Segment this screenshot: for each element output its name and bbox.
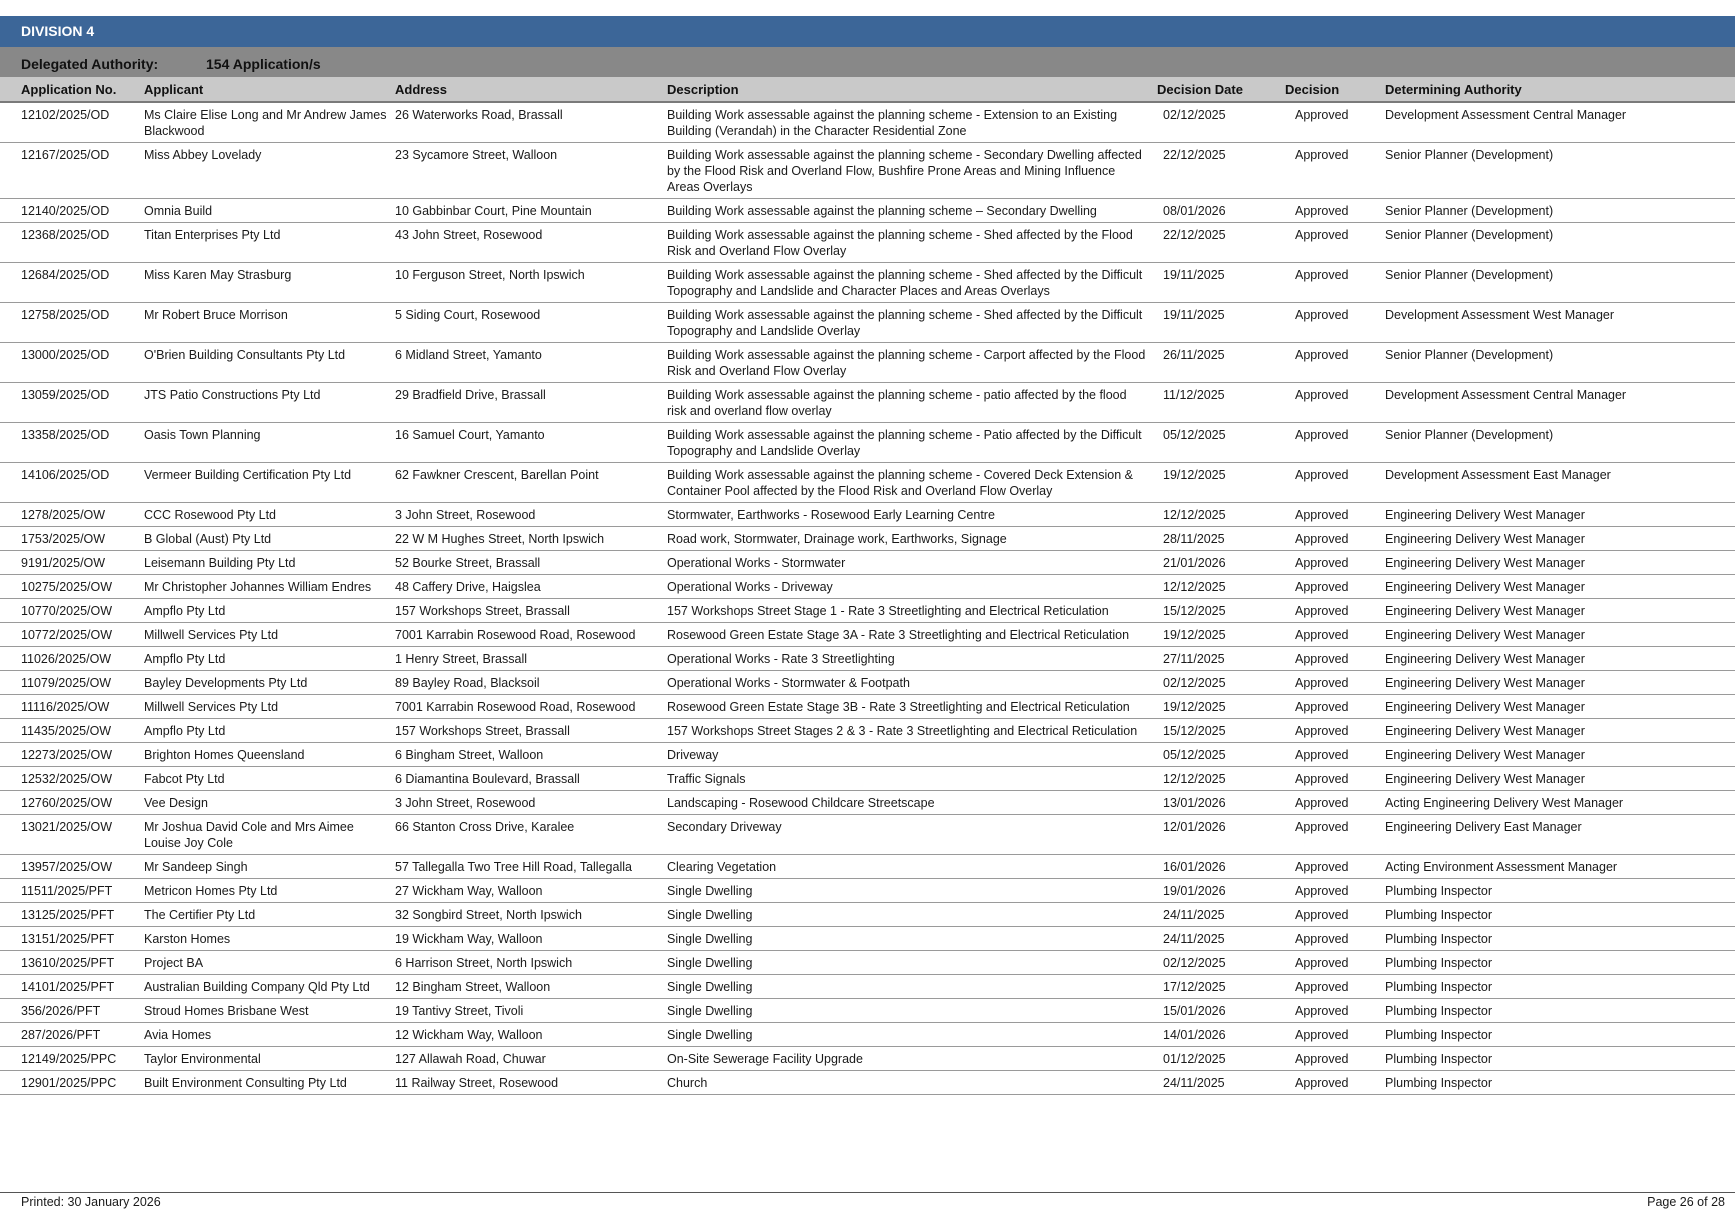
applicant-cell: CCC Rosewood Pty Ltd (140, 503, 391, 527)
column-header-applicant: Applicant (140, 77, 391, 102)
determining-authority-cell: Plumbing Inspector (1381, 879, 1735, 903)
address-cell: 10 Gabbinbar Court, Pine Mountain (391, 199, 663, 223)
table-row (0, 263, 1735, 303)
applicant-cell: Ampflo Pty Ltd (140, 599, 391, 623)
description-cell: Single Dwelling (663, 879, 1153, 903)
decision-date-cell: 02/12/2025 (1153, 671, 1281, 695)
determining-authority-cell: Plumbing Inspector (1381, 999, 1735, 1023)
table-row (0, 951, 1735, 975)
address-cell: 48 Caffery Drive, Haigslea (391, 575, 663, 599)
address-cell: 6 Bingham Street, Walloon (391, 743, 663, 767)
decision-date-cell: 08/01/2026 (1153, 199, 1281, 223)
decision-cell: Approved (1281, 951, 1381, 975)
applicant-cell: O'Brien Building Consultants Pty Ltd (140, 343, 391, 383)
table-row (0, 1071, 1735, 1095)
table-row (0, 303, 1735, 343)
applicant-cell: Ampflo Pty Ltd (140, 719, 391, 743)
table-row (0, 903, 1735, 927)
applicant-cell: Brighton Homes Queensland (140, 743, 391, 767)
table-row (0, 223, 1735, 263)
address-cell: 10 Ferguson Street, North Ipswich (391, 263, 663, 303)
table-row (0, 423, 1735, 463)
decision-cell: Approved (1281, 575, 1381, 599)
printed-date: Printed: 30 January 2026 (21, 1195, 161, 1209)
table-row (0, 343, 1735, 383)
applicant-cell: Taylor Environmental (140, 1047, 391, 1071)
description-cell: Building Work assessable against the planning scheme - patio affected by the flood risk and overland flow overlay (663, 383, 1153, 423)
description-cell: Stormwater, Earthworks - Rosewood Early Learning Centre (663, 503, 1153, 527)
decision-date-cell: 01/12/2025 (1153, 1047, 1281, 1071)
decision-cell: Approved (1281, 303, 1381, 343)
description-cell: Single Dwelling (663, 975, 1153, 999)
table-row (0, 671, 1735, 695)
application-no-cell: 10275/2025/OW (0, 575, 140, 599)
address-cell: 19 Wickham Way, Walloon (391, 927, 663, 951)
address-cell: 57 Tallegalla Two Tree Hill Road, Tallegalla (391, 855, 663, 879)
decision-cell: Approved (1281, 767, 1381, 791)
application-no-cell: 9191/2025/OW (0, 551, 140, 575)
description-cell: On-Site Sewerage Facility Upgrade (663, 1047, 1153, 1071)
decision-date-cell: 24/11/2025 (1153, 1071, 1281, 1095)
address-cell: 62 Fawkner Crescent, Barellan Point (391, 463, 663, 503)
address-cell: 6 Diamantina Boulevard, Brassall (391, 767, 663, 791)
decision-date-cell: 16/01/2026 (1153, 855, 1281, 879)
decision-date-cell: 24/11/2025 (1153, 903, 1281, 927)
decision-cell: Approved (1281, 647, 1381, 671)
applicant-cell: Bayley Developments Pty Ltd (140, 671, 391, 695)
application-no-cell: 13021/2025/OW (0, 815, 140, 855)
applicant-cell: Titan Enterprises Pty Ltd (140, 223, 391, 263)
applicant-cell: Mr Christopher Johannes William Endres (140, 575, 391, 599)
address-cell: 43 John Street, Rosewood (391, 223, 663, 263)
applicant-cell: Stroud Homes Brisbane West (140, 999, 391, 1023)
description-cell: Operational Works - Stormwater & Footpath (663, 671, 1153, 695)
table-row (0, 975, 1735, 999)
page-footer (0, 1192, 1735, 1211)
table-row (0, 695, 1735, 719)
report-page (0, 16, 1735, 1095)
decision-cell: Approved (1281, 1071, 1381, 1095)
determining-authority-cell: Development Assessment West Manager (1381, 303, 1735, 343)
determining-authority-cell: Plumbing Inspector (1381, 951, 1735, 975)
determining-authority-cell: Engineering Delivery West Manager (1381, 767, 1735, 791)
table-row (0, 599, 1735, 623)
application-no-cell: 13059/2025/OD (0, 383, 140, 423)
description-cell: Operational Works - Stormwater (663, 551, 1153, 575)
application-no-cell: 1753/2025/OW (0, 527, 140, 551)
column-header-application-no: Application No. (0, 77, 140, 102)
application-no-cell: 12167/2025/OD (0, 143, 140, 199)
decision-cell: Approved (1281, 791, 1381, 815)
determining-authority-cell: Senior Planner (Development) (1381, 199, 1735, 223)
description-cell: Driveway (663, 743, 1153, 767)
applicant-cell: Built Environment Consulting Pty Ltd (140, 1071, 391, 1095)
description-cell: Rosewood Green Estate Stage 3A - Rate 3 Streetlighting and Electrical Reticulation (663, 623, 1153, 647)
determining-authority-cell: Engineering Delivery East Manager (1381, 815, 1735, 855)
application-no-cell: 14101/2025/PFT (0, 975, 140, 999)
determining-authority-cell: Engineering Delivery West Manager (1381, 647, 1735, 671)
applicant-cell: Leisemann Building Pty Ltd (140, 551, 391, 575)
decision-cell: Approved (1281, 999, 1381, 1023)
address-cell: 32 Songbird Street, North Ipswich (391, 903, 663, 927)
description-cell: Single Dwelling (663, 1023, 1153, 1047)
decision-date-cell: 12/12/2025 (1153, 575, 1281, 599)
decision-date-cell: 15/12/2025 (1153, 719, 1281, 743)
application-no-cell: 12273/2025/OW (0, 743, 140, 767)
decision-cell: Approved (1281, 975, 1381, 999)
decision-date-cell: 12/01/2026 (1153, 815, 1281, 855)
address-cell: 3 John Street, Rosewood (391, 791, 663, 815)
determining-authority-cell: Engineering Delivery West Manager (1381, 599, 1735, 623)
decision-date-cell: 15/01/2026 (1153, 999, 1281, 1023)
application-no-cell: 287/2026/PFT (0, 1023, 140, 1047)
description-cell: Building Work assessable against the planning scheme - Shed affected by the Flood Risk and Overland Flow Overlay (663, 223, 1153, 263)
determining-authority-cell: Plumbing Inspector (1381, 1071, 1735, 1095)
decision-date-cell: 19/12/2025 (1153, 695, 1281, 719)
description-cell: Church (663, 1071, 1153, 1095)
address-cell: 6 Midland Street, Yamanto (391, 343, 663, 383)
applicant-cell: JTS Patio Constructions Pty Ltd (140, 383, 391, 423)
address-cell: 12 Bingham Street, Walloon (391, 975, 663, 999)
decision-date-cell: 21/01/2026 (1153, 551, 1281, 575)
table-row (0, 815, 1735, 855)
determining-authority-cell: Plumbing Inspector (1381, 1023, 1735, 1047)
table-row (0, 463, 1735, 503)
application-no-cell: 13957/2025/OW (0, 855, 140, 879)
decision-cell: Approved (1281, 223, 1381, 263)
determining-authority-cell: Development Assessment Central Manager (1381, 383, 1735, 423)
application-no-cell: 12760/2025/OW (0, 791, 140, 815)
determining-authority-cell: Senior Planner (Development) (1381, 143, 1735, 199)
column-header-decision-date: Decision Date (1153, 77, 1281, 102)
applicant-cell: Vee Design (140, 791, 391, 815)
decision-cell: Approved (1281, 263, 1381, 303)
applicant-cell: Vermeer Building Certification Pty Ltd (140, 463, 391, 503)
application-no-cell: 12102/2025/OD (0, 102, 140, 143)
description-cell: Single Dwelling (663, 999, 1153, 1023)
decision-cell: Approved (1281, 423, 1381, 463)
application-no-cell: 14106/2025/OD (0, 463, 140, 503)
decision-cell: Approved (1281, 695, 1381, 719)
address-cell: 1 Henry Street, Brassall (391, 647, 663, 671)
description-cell: Road work, Stormwater, Drainage work, Earthworks, Signage (663, 527, 1153, 551)
applicant-cell: Ampflo Pty Ltd (140, 647, 391, 671)
address-cell: 157 Workshops Street, Brassall (391, 719, 663, 743)
determining-authority-cell: Plumbing Inspector (1381, 903, 1735, 927)
decision-date-cell: 26/11/2025 (1153, 343, 1281, 383)
applicant-cell: Miss Abbey Lovelady (140, 143, 391, 199)
address-cell: 6 Harrison Street, North Ipswich (391, 951, 663, 975)
table-row (0, 623, 1735, 647)
description-cell: Operational Works - Rate 3 Streetlighting (663, 647, 1153, 671)
decision-cell: Approved (1281, 383, 1381, 423)
address-cell: 127 Allawah Road, Chuwar (391, 1047, 663, 1071)
decision-cell: Approved (1281, 903, 1381, 927)
decision-date-cell: 15/12/2025 (1153, 599, 1281, 623)
decision-date-cell: 02/12/2025 (1153, 102, 1281, 143)
address-cell: 89 Bayley Road, Blacksoil (391, 671, 663, 695)
decision-date-cell: 24/11/2025 (1153, 927, 1281, 951)
table-row (0, 1023, 1735, 1047)
applicant-cell: Millwell Services Pty Ltd (140, 623, 391, 647)
determining-authority-cell: Senior Planner (Development) (1381, 343, 1735, 383)
applicant-cell: Fabcot Pty Ltd (140, 767, 391, 791)
table-body (0, 102, 1735, 1095)
application-no-cell: 13125/2025/PFT (0, 903, 140, 927)
application-count: 154 Application/s (206, 56, 321, 72)
application-no-cell: 356/2026/PFT (0, 999, 140, 1023)
decision-date-cell: 19/11/2025 (1153, 303, 1281, 343)
applicant-cell: Millwell Services Pty Ltd (140, 695, 391, 719)
address-cell: 52 Bourke Street, Brassall (391, 551, 663, 575)
determining-authority-cell: Senior Planner (Development) (1381, 223, 1735, 263)
decision-cell: Approved (1281, 551, 1381, 575)
address-cell: 12 Wickham Way, Walloon (391, 1023, 663, 1047)
decision-date-cell: 19/11/2025 (1153, 263, 1281, 303)
column-header-description: Description (663, 77, 1153, 102)
decision-cell: Approved (1281, 719, 1381, 743)
table-row (0, 647, 1735, 671)
determining-authority-cell: Engineering Delivery West Manager (1381, 719, 1735, 743)
table-row (0, 527, 1735, 551)
applicant-cell: The Certifier Pty Ltd (140, 903, 391, 927)
division-title: DIVISION 4 (21, 23, 95, 39)
applicant-cell: B Global (Aust) Pty Ltd (140, 527, 391, 551)
determining-authority-cell: Acting Environment Assessment Manager (1381, 855, 1735, 879)
application-no-cell: 12901/2025/PPC (0, 1071, 140, 1095)
determining-authority-cell: Senior Planner (Development) (1381, 263, 1735, 303)
table-row (0, 999, 1735, 1023)
table-row (0, 1047, 1735, 1071)
decision-date-cell: 19/12/2025 (1153, 623, 1281, 647)
table-row (0, 102, 1735, 143)
column-header-address: Address (391, 77, 663, 102)
decision-date-cell: 11/12/2025 (1153, 383, 1281, 423)
applicant-cell: Australian Building Company Qld Pty Ltd (140, 975, 391, 999)
address-cell: 19 Tantivy Street, Tivoli (391, 999, 663, 1023)
column-header-determining-authority: Determining Authority (1381, 77, 1735, 102)
address-cell: 3 John Street, Rosewood (391, 503, 663, 527)
application-no-cell: 1278/2025/OW (0, 503, 140, 527)
description-cell: Building Work assessable against the planning scheme - Secondary Dwelling affected by the Flood Risk and Overland Flow, Bushfire Prone Areas and Mining Influence Areas Overlays (663, 143, 1153, 199)
description-cell: Single Dwelling (663, 951, 1153, 975)
address-cell: 26 Waterworks Road, Brassall (391, 102, 663, 143)
application-no-cell: 12684/2025/OD (0, 263, 140, 303)
address-cell: 66 Stanton Cross Drive, Karalee (391, 815, 663, 855)
applicant-cell: Project BA (140, 951, 391, 975)
decision-date-cell: 19/12/2025 (1153, 463, 1281, 503)
application-no-cell: 11026/2025/OW (0, 647, 140, 671)
decision-date-cell: 14/01/2026 (1153, 1023, 1281, 1047)
applicant-cell: Miss Karen May Strasburg (140, 263, 391, 303)
table-row (0, 855, 1735, 879)
determining-authority-cell: Engineering Delivery West Manager (1381, 503, 1735, 527)
description-cell: Building Work assessable against the planning scheme - Shed affected by the Difficult Topography and Landslide and Character Places and Areas Overlays (663, 263, 1153, 303)
decision-cell: Approved (1281, 463, 1381, 503)
table-row (0, 551, 1735, 575)
determining-authority-cell: Engineering Delivery West Manager (1381, 743, 1735, 767)
applicant-cell: Mr Robert Bruce Morrison (140, 303, 391, 343)
decision-date-cell: 12/12/2025 (1153, 767, 1281, 791)
description-cell: Rosewood Green Estate Stage 3B - Rate 3 Streetlighting and Electrical Reticulation (663, 695, 1153, 719)
decision-cell: Approved (1281, 503, 1381, 527)
decision-cell: Approved (1281, 855, 1381, 879)
description-cell: Landscaping - Rosewood Childcare Streetscape (663, 791, 1153, 815)
application-no-cell: 12140/2025/OD (0, 199, 140, 223)
table-row (0, 743, 1735, 767)
decision-cell: Approved (1281, 599, 1381, 623)
decision-date-cell: 12/12/2025 (1153, 503, 1281, 527)
determining-authority-cell: Engineering Delivery West Manager (1381, 527, 1735, 551)
description-cell: Building Work assessable against the planning scheme - Shed affected by the Difficult Topography and Landslide Overlay (663, 303, 1153, 343)
application-no-cell: 11511/2025/PFT (0, 879, 140, 903)
application-no-cell: 13151/2025/PFT (0, 927, 140, 951)
decision-date-cell: 27/11/2025 (1153, 647, 1281, 671)
address-cell: 7001 Karrabin Rosewood Road, Rosewood (391, 695, 663, 719)
address-cell: 27 Wickham Way, Walloon (391, 879, 663, 903)
decision-cell: Approved (1281, 143, 1381, 199)
decision-cell: Approved (1281, 1047, 1381, 1071)
description-cell: Clearing Vegetation (663, 855, 1153, 879)
address-cell: 22 W M Hughes Street, North Ipswich (391, 527, 663, 551)
application-no-cell: 11116/2025/OW (0, 695, 140, 719)
determining-authority-cell: Development Assessment East Manager (1381, 463, 1735, 503)
applicant-cell: Metricon Homes Pty Ltd (140, 879, 391, 903)
determining-authority-cell: Acting Engineering Delivery West Manager (1381, 791, 1735, 815)
table-row (0, 879, 1735, 903)
table-row (0, 143, 1735, 199)
decision-date-cell: 22/12/2025 (1153, 223, 1281, 263)
application-no-cell: 13358/2025/OD (0, 423, 140, 463)
page-number: Page 26 of 28 (1647, 1195, 1725, 1209)
applicant-cell: Mr Joshua David Cole and Mrs Aimee Louise Joy Cole (140, 815, 391, 855)
table-row (0, 927, 1735, 951)
address-cell: 16 Samuel Court, Yamanto (391, 423, 663, 463)
application-no-cell: 11435/2025/OW (0, 719, 140, 743)
address-cell: 7001 Karrabin Rosewood Road, Rosewood (391, 623, 663, 647)
determining-authority-cell: Engineering Delivery West Manager (1381, 671, 1735, 695)
applicant-cell: Omnia Build (140, 199, 391, 223)
determining-authority-cell: Engineering Delivery West Manager (1381, 551, 1735, 575)
table-row (0, 575, 1735, 599)
applicant-cell: Ms Claire Elise Long and Mr Andrew James Blackwood (140, 102, 391, 143)
determining-authority-cell: Plumbing Inspector (1381, 927, 1735, 951)
table-row (0, 719, 1735, 743)
address-cell: 5 Siding Court, Rosewood (391, 303, 663, 343)
applicant-cell: Oasis Town Planning (140, 423, 391, 463)
decision-cell: Approved (1281, 743, 1381, 767)
table-row (0, 383, 1735, 423)
application-no-cell: 13610/2025/PFT (0, 951, 140, 975)
table-row (0, 767, 1735, 791)
application-no-cell: 10770/2025/OW (0, 599, 140, 623)
description-cell: Operational Works - Driveway (663, 575, 1153, 599)
decision-date-cell: 28/11/2025 (1153, 527, 1281, 551)
decision-date-cell: 05/12/2025 (1153, 423, 1281, 463)
address-cell: 23 Sycamore Street, Walloon (391, 143, 663, 199)
decision-date-cell: 02/12/2025 (1153, 951, 1281, 975)
determining-authority-cell: Plumbing Inspector (1381, 1047, 1735, 1071)
decision-cell: Approved (1281, 1023, 1381, 1047)
determining-authority-cell: Plumbing Inspector (1381, 975, 1735, 999)
decision-date-cell: 05/12/2025 (1153, 743, 1281, 767)
description-cell: 157 Workshops Street Stage 1 - Rate 3 Streetlighting and Electrical Reticulation (663, 599, 1153, 623)
decision-cell: Approved (1281, 815, 1381, 855)
determining-authority-cell: Engineering Delivery West Manager (1381, 623, 1735, 647)
application-no-cell: 11079/2025/OW (0, 671, 140, 695)
decision-cell: Approved (1281, 623, 1381, 647)
description-cell: 157 Workshops Street Stages 2 & 3 - Rate 3 Streetlighting and Electrical Reticulation (663, 719, 1153, 743)
application-no-cell: 12149/2025/PPC (0, 1047, 140, 1071)
applications-table (0, 77, 1735, 1095)
applicant-cell: Karston Homes (140, 927, 391, 951)
address-cell: 157 Workshops Street, Brassall (391, 599, 663, 623)
decision-cell: Approved (1281, 527, 1381, 551)
description-cell: Building Work assessable against the planning scheme - Extension to an Existing Building (Verandah) in the Character Residential Zone (663, 102, 1153, 143)
application-no-cell: 12758/2025/OD (0, 303, 140, 343)
authority-label: Delegated Authority: (21, 56, 159, 72)
table-row (0, 503, 1735, 527)
description-cell: Building Work assessable against the planning scheme - Carport affected by the Flood Risk and Overland Flow Overlay (663, 343, 1153, 383)
table-row (0, 199, 1735, 223)
determining-authority-cell: Senior Planner (Development) (1381, 423, 1735, 463)
decision-cell: Approved (1281, 102, 1381, 143)
description-cell: Building Work assessable against the planning scheme - Covered Deck Extension & Container Pool affected by the Flood Risk and Overland Flow Overlay (663, 463, 1153, 503)
application-no-cell: 13000/2025/OD (0, 343, 140, 383)
determining-authority-cell: Engineering Delivery West Manager (1381, 575, 1735, 599)
determining-authority-cell: Development Assessment Central Manager (1381, 102, 1735, 143)
division-header (0, 16, 1735, 47)
decision-date-cell: 19/01/2026 (1153, 879, 1281, 903)
description-cell: Single Dwelling (663, 927, 1153, 951)
authority-header (0, 47, 1735, 77)
description-cell: Traffic Signals (663, 767, 1153, 791)
address-cell: 29 Bradfield Drive, Brassall (391, 383, 663, 423)
description-cell: Secondary Driveway (663, 815, 1153, 855)
description-cell: Building Work assessable against the planning scheme – Secondary Dwelling (663, 199, 1153, 223)
decision-date-cell: 13/01/2026 (1153, 791, 1281, 815)
address-cell: 11 Railway Street, Rosewood (391, 1071, 663, 1095)
decision-date-cell: 22/12/2025 (1153, 143, 1281, 199)
decision-cell: Approved (1281, 343, 1381, 383)
application-no-cell: 10772/2025/OW (0, 623, 140, 647)
application-no-cell: 12532/2025/OW (0, 767, 140, 791)
decision-cell: Approved (1281, 671, 1381, 695)
decision-date-cell: 17/12/2025 (1153, 975, 1281, 999)
table-row (0, 791, 1735, 815)
description-cell: Single Dwelling (663, 903, 1153, 927)
decision-cell: Approved (1281, 199, 1381, 223)
application-no-cell: 12368/2025/OD (0, 223, 140, 263)
column-header-decision: Decision (1281, 77, 1381, 102)
decision-cell: Approved (1281, 927, 1381, 951)
description-cell: Building Work assessable against the planning scheme - Patio affected by the Difficult Topography and Landslide Overlay (663, 423, 1153, 463)
decision-cell: Approved (1281, 879, 1381, 903)
applicant-cell: Mr Sandeep Singh (140, 855, 391, 879)
applicant-cell: Avia Homes (140, 1023, 391, 1047)
determining-authority-cell: Engineering Delivery West Manager (1381, 695, 1735, 719)
